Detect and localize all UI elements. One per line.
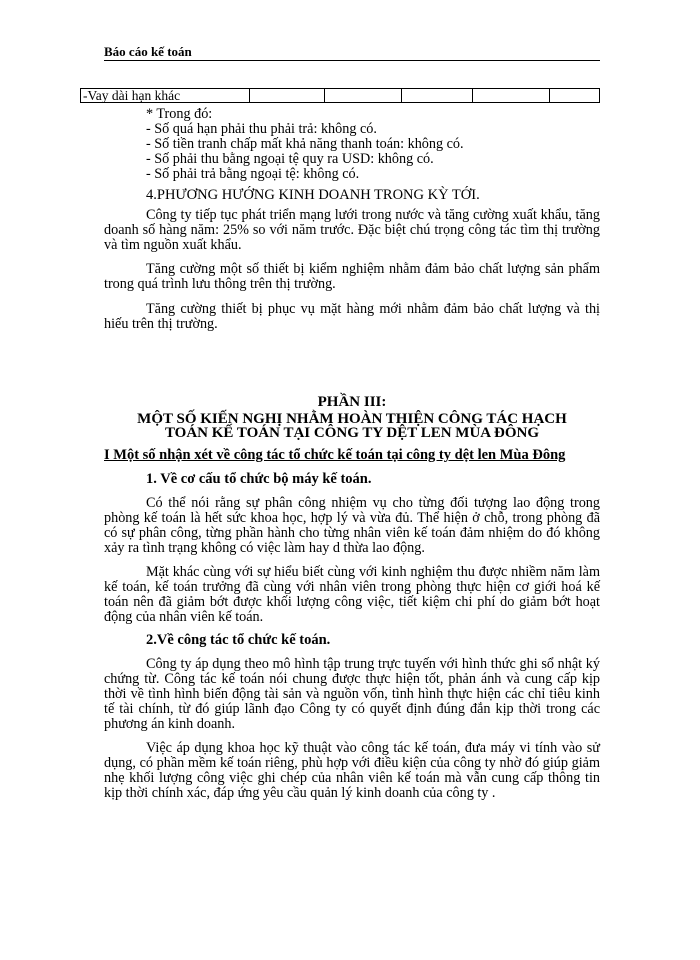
section-4-paragraph: Công ty tiếp tục phát triển mạng lưới trong nước và tăng cường xuất khẩu, tăng doanh số hàng năm: 25% so với năm trước. Đặc biệt chú trọng công tác tìm thị trường và tìm nguồn xuất khẩu. <box>104 207 600 253</box>
part-3-title: PHẦN III: <box>317 394 387 410</box>
notes-item: - Số quá hạn phải thu phải trả: không có. <box>146 121 377 137</box>
table-cell <box>473 89 550 103</box>
table-cell <box>550 89 600 103</box>
part-3-subtitle: MỘT SỐ KIẾN NGHỊ NHẰM HOÀN THIỆN CÔNG TÁC HẠCH TOÁN KẾ TOÁN TẠI CÔNG TY DỆT LEN MÙA ĐÔNG <box>137 411 567 441</box>
table-cell <box>402 89 473 103</box>
subsection-1-paragraph: Có thể nói rằng sự phân công nhiệm vụ cho từng đối tượng lao động trong phòng kế toán là hết sức khoa học, hợp lý và vừa đủ. Thể hiện ở chỗ, trong phòng đã có sự phân công, từng phần hành cho từng nhân viên kế toán đảm nhiệm do đó không xảy ra tình trạng không có việc làm hay d thừa lao động. <box>104 495 600 556</box>
subsection-2-paragraph: Công ty áp dụng theo mô hình tập trung trực tuyến với hình thức ghi sổ nhật ký chứng từ. Công tác kế toán nói chung được thực hiện tốt, phản ánh và cung cấp kịp thời về tình hình biến động tài sản và nguồn vốn, tình hình thực hiện các chỉ tiêu kinh tế tài chính, từ đó giúp lãnh đạo Công ty có quyết định đúng đắn kịp thời trong các phương án kinh doanh. <box>104 656 600 732</box>
section-4-paragraph: Tăng cường một số thiết bị kiểm nghiệm nhằm đảm bảo chất lượng sản phẩm trong quá trình lưu thông trên thị trường. <box>104 261 600 292</box>
page-header: Báo cáo kế toán <box>104 44 192 59</box>
table-cell <box>250 89 325 103</box>
notes-intro: * Trong đó: <box>146 106 213 122</box>
header-divider <box>104 60 600 61</box>
subsection-2-heading: 2.Về công tác tổ chức kế toán. <box>146 632 331 648</box>
subsection-2-paragraph: Việc áp dụng khoa học kỹ thuật vào công tác kế toán, đưa máy vi tính vào sử dụng, có phần mềm kế toán riêng, phù hợp với điều kiện của công ty nhờ đó giúp giảm nhẹ khối lượng công việc ghi chép của nhân viên kế toán mà vẫn cung cấp thông tin kịp thời chính xác, đáp ứng yêu cầu quản lý kinh doanh của công ty . <box>104 740 600 801</box>
notes-item: - Số tiền tranh chấp mất khả năng thanh toán: không có. <box>146 136 464 152</box>
subsection-1-heading: 1. Về cơ cấu tổ chức bộ máy kế toán. <box>146 471 372 487</box>
subsection-1-paragraph: Mặt khác cùng với sự hiểu biết cùng với kinh nghiệm thu được nhiềm năm làm kế toán, kế toán trưởng đã cùng với nhân viên trong phòng thực hiện cơ giới hoá kế toán nên đã giảm bớt được khối lượng công việc, tiết kiệm chi phí do giảm bớt hoạt động của nhân viên kế toán. <box>104 564 600 625</box>
liabilities-table <box>80 88 600 103</box>
table-row <box>81 89 600 103</box>
section-4-heading: 4.PHƯƠNG HƯỚNG KINH DOANH TRONG KỲ TỚI. <box>146 187 480 203</box>
section-I-heading: I Một số nhận xét về công tác tổ chức kế toán tại công ty dệt len Mùa Đông <box>104 447 566 463</box>
section-4-paragraph: Tăng cường thiết bị phục vụ mặt hàng mới nhằm đảm bảo chất lượng và thị hiếu trên thị trường. <box>104 301 600 332</box>
document-body <box>104 107 600 801</box>
table-cell <box>325 89 402 103</box>
notes-item: - Số phải thu bằng ngoại tệ quy ra USD: không có. <box>146 151 434 167</box>
table-cell-label: -Vay dài hạn khác <box>81 89 250 103</box>
notes-item: - Số phải trả bằng ngoại tệ: không có. <box>146 166 360 182</box>
